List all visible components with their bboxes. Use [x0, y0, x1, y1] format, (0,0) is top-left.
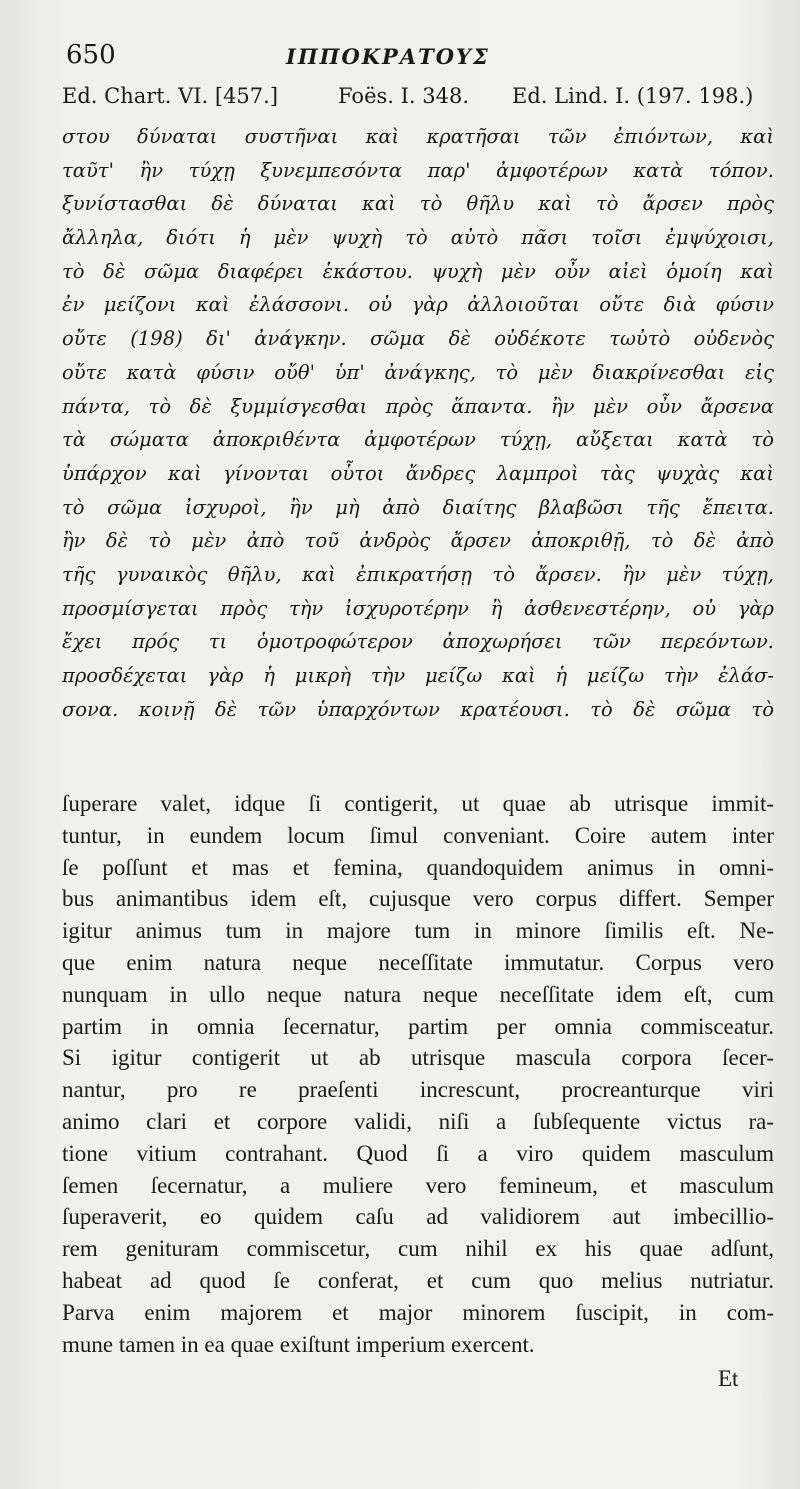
greek-text-line: ἢν δὲ τὸ μὲν ἀπὸ τοῦ ἀνδρὸς ἄρσεν ἀποκριθῇ, τὸ δὲ ἀπὸ — [62, 529, 774, 553]
latin-text-line: ſuperaverit, eo quidem caſu ad validiorem aut imbecillio- — [62, 1204, 774, 1230]
latin-text-line: ſe poſſunt et mas et femina, quandoquidem animus in omni- — [62, 854, 774, 880]
latin-text-line: nunquam in ullo neque natura neque neceſſitate idem eſt, cum — [62, 981, 774, 1007]
latin-text-line: partim in omnia ſecernatur, partim per omnia commisceatur. — [62, 1013, 774, 1039]
latin-text-line: habeat ad quod ſe conferat, et cum quo melius nutriatur. — [62, 1267, 774, 1293]
page-number: 650 — [66, 40, 116, 70]
greek-text-line: ἄλληλα, διότι ἡ μὲν ψυχὴ τὸ αὐτὸ πᾶσι τοῖσι ἐμψύχοισι, — [62, 226, 774, 250]
greek-text-line: προσδέχεται γὰρ ἡ μικρὴ τὴν μείζω καὶ ἡ μείζω τὴν ἐλάσ- — [62, 664, 774, 687]
latin-text-line: rem genituram commiscetur, cum nihil ex his quae adſunt, — [62, 1236, 774, 1262]
greek-text-line: προσμίσγεται πρὸς τὴν ἰσχυροτέρην ἢ ἀσθενεστέρην, οὐ γὰρ — [62, 596, 774, 620]
foes-reference: Foës. I. 348. — [338, 84, 470, 108]
greek-text-line: πάντα, τὸ δὲ ξυμμίσγεσθαι πρὸς ἅπαντα. ἢν μὲν οὖν ἄρσενα — [62, 394, 774, 418]
greek-text-line: ἔχει πρός τι ὁμοτροφώτερον ἀποχωρήσει τῶν περεόντων. — [62, 630, 774, 654]
linden-reference: Ed. Lind. I. (197. 198.) — [512, 84, 754, 108]
greek-text-block — [62, 120, 774, 726]
latin-text-line: que enim natura neque neceſſitate immutatur. Corpus vero — [62, 949, 774, 975]
catchword: Et — [718, 1366, 739, 1391]
running-head: ΙΠΠΟΚΡΑΤΟΥΣ — [286, 44, 490, 69]
greek-text-line: σονα. κοινῇ δὲ τῶν ὑπαρχόντων κρατέουσι. τὸ δὲ σῶμα τὸ — [62, 697, 774, 721]
latin-text-line: Si igitur contigerit ut ab utrisque mascula corpora ſecer- — [62, 1045, 774, 1071]
greek-text-line: ὑπάρχον καὶ γίνονται οὗτοι ἄνδρες λαμπροὶ τὰς ψυχὰς καὶ — [62, 461, 774, 485]
greek-text-line: ταῦτ' ἢν τύχῃ ξυνεμπεσόντα παρ' ἀμφοτέρων κατὰ τόπον. — [62, 158, 774, 182]
page-header — [66, 40, 760, 80]
greek-text-line: ἐν μείζονι καὶ ἐλάσσονι. οὐ γὰρ ἀλλοιοῦται οὔτε διὰ φύσιν — [62, 293, 774, 317]
greek-text-line: τὸ σῶμα ἰσχυροὶ, ἢν μὴ ἀπὸ διαίτης βλαβῶσι τῆς ἔπειτα. — [62, 495, 774, 519]
latin-text-line: animo clari et corpore validi, niſi a ſubſequente victus ra- — [62, 1108, 774, 1134]
latin-text-line: ſemen ſecernatur, a muliere vero femineum, et masculum — [62, 1172, 774, 1198]
latin-translation-block — [62, 788, 774, 1360]
edition-references — [62, 84, 772, 114]
latin-text-line: Parva enim majorem et major minorem ſuscipit, in com- — [62, 1299, 774, 1325]
chartier-reference: Ed. Chart. VI. [457.] — [62, 84, 279, 108]
greek-text-line: τὰ σώματα ἀποκριθέντα ἀμφοτέρων τύχῃ, αὔξεται κατὰ τὸ — [62, 428, 774, 452]
latin-text-line: ſuperare valet, idque ſi contigerit, ut quae ab utrisque immit- — [62, 791, 774, 816]
greek-text-line: οὔτε (198) δι' ἀνάγκην. σῶμα δὲ οὐδέκοτε τωὐτὸ οὐδενὸς — [62, 327, 774, 351]
latin-text-line: tuntur, in eundem locum ſimul conveniant. Coire autem inter — [62, 822, 774, 848]
greek-text-line: οὔτε κατὰ φύσιν οὔθ' ὑπ' ἀνάγκης, τὸ μὲν διακρίνεσθαι εἰς — [62, 360, 774, 384]
greek-text-line: στου δύναται συστῆναι καὶ κρατῆσαι τῶν ἐπιόντων, καὶ — [62, 125, 774, 148]
latin-text-line: tione vitium contrahant. Quod ſi a viro quidem masculum — [62, 1140, 774, 1166]
latin-text-line: nantur, pro re praeſenti increscunt, procreanturque viri — [62, 1077, 774, 1103]
greek-text-line: τὸ δὲ σῶμα διαφέρει ἑκάστου. ψυχὴ μὲν οὖν αἰεὶ ὁμοίη καὶ — [62, 259, 774, 283]
latin-text-line: igitur animus tum in majore tum in minore ſimilis eſt. Ne- — [62, 918, 774, 944]
greek-text-line: ξυνίστασθαι δὲ δύναται καὶ τὸ θῆλυ καὶ τὸ ἄρσεν πρὸς — [62, 192, 774, 216]
latin-text-line: mune tamen in ea quae exiſtunt imperium exercent. — [62, 1331, 535, 1357]
greek-text-line: τῆς γυναικὸς θῆλυ, καὶ ἐπικρατήσῃ τὸ ἄρσεν. ἢν μὲν τύχῃ, — [62, 562, 774, 586]
latin-text-line: bus animantibus idem eſt, cujusque vero corpus differt. Semper — [62, 886, 774, 912]
